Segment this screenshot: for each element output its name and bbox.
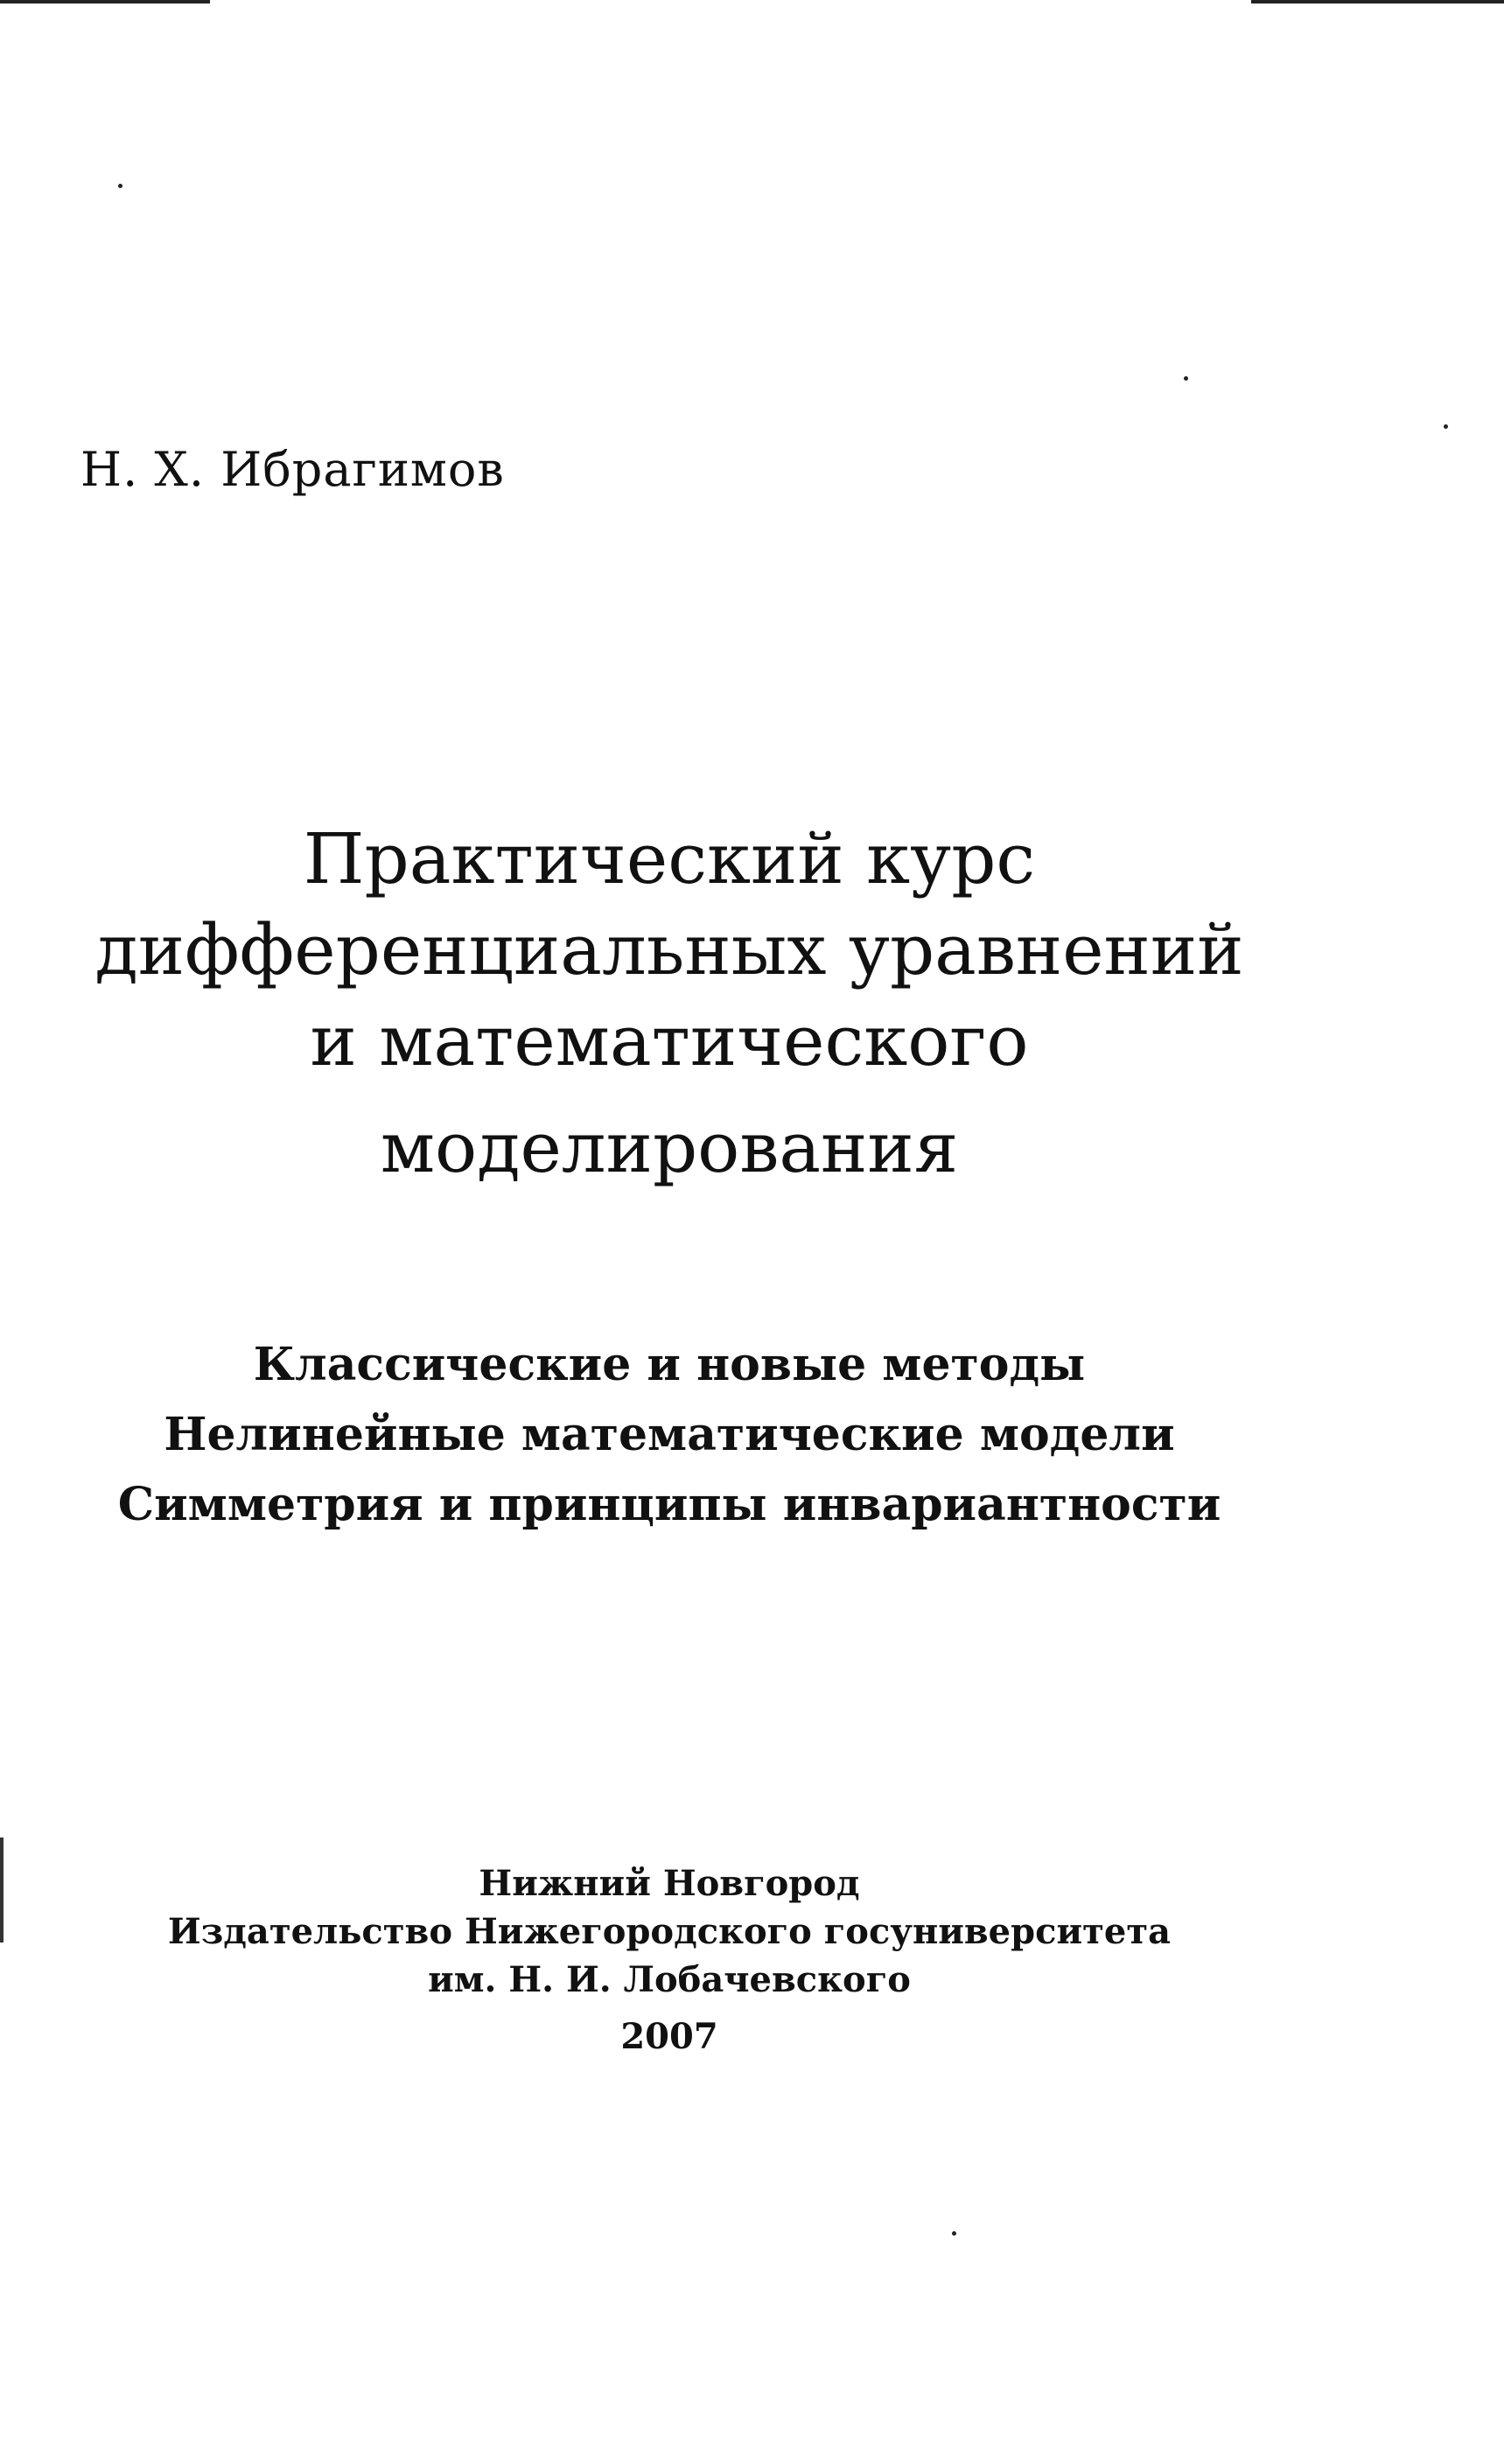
scan-speck <box>1184 376 1188 381</box>
imprint-city: Нижний Новгород <box>479 1863 860 1904</box>
subtitle-line: Классические и новые методы <box>253 1338 1086 1391</box>
scan-border-top-left <box>0 0 210 4</box>
subtitle-line: Нелинейные математические модели <box>164 1408 1175 1461</box>
title-line: моделирования <box>380 1107 959 1188</box>
scan-border-top-right <box>1251 0 1504 4</box>
scan-speck <box>118 184 122 188</box>
subtitle-line: Симметрия и принципы инвариантности <box>117 1478 1221 1531</box>
title-line: Практический курс <box>303 818 1036 900</box>
imprint-publisher: Издательство Нижегородского госуниверситета <box>167 1911 1172 1952</box>
imprint-university: им. Н. И. Лобачевского <box>428 1959 911 2000</box>
scan-speck <box>952 2231 956 2236</box>
publisher-imprint <box>0 1859 1339 2061</box>
scan-speck <box>1444 424 1448 429</box>
title-line: и математического <box>310 1000 1029 1082</box>
book-title <box>0 814 1339 1194</box>
author-name: Н. Х. Ибрагимов <box>80 442 505 497</box>
title-line: дифференциальных уравнений <box>94 909 1244 990</box>
imprint-year: 2007 <box>620 2016 718 2057</box>
book-subtitle <box>0 1330 1339 1540</box>
